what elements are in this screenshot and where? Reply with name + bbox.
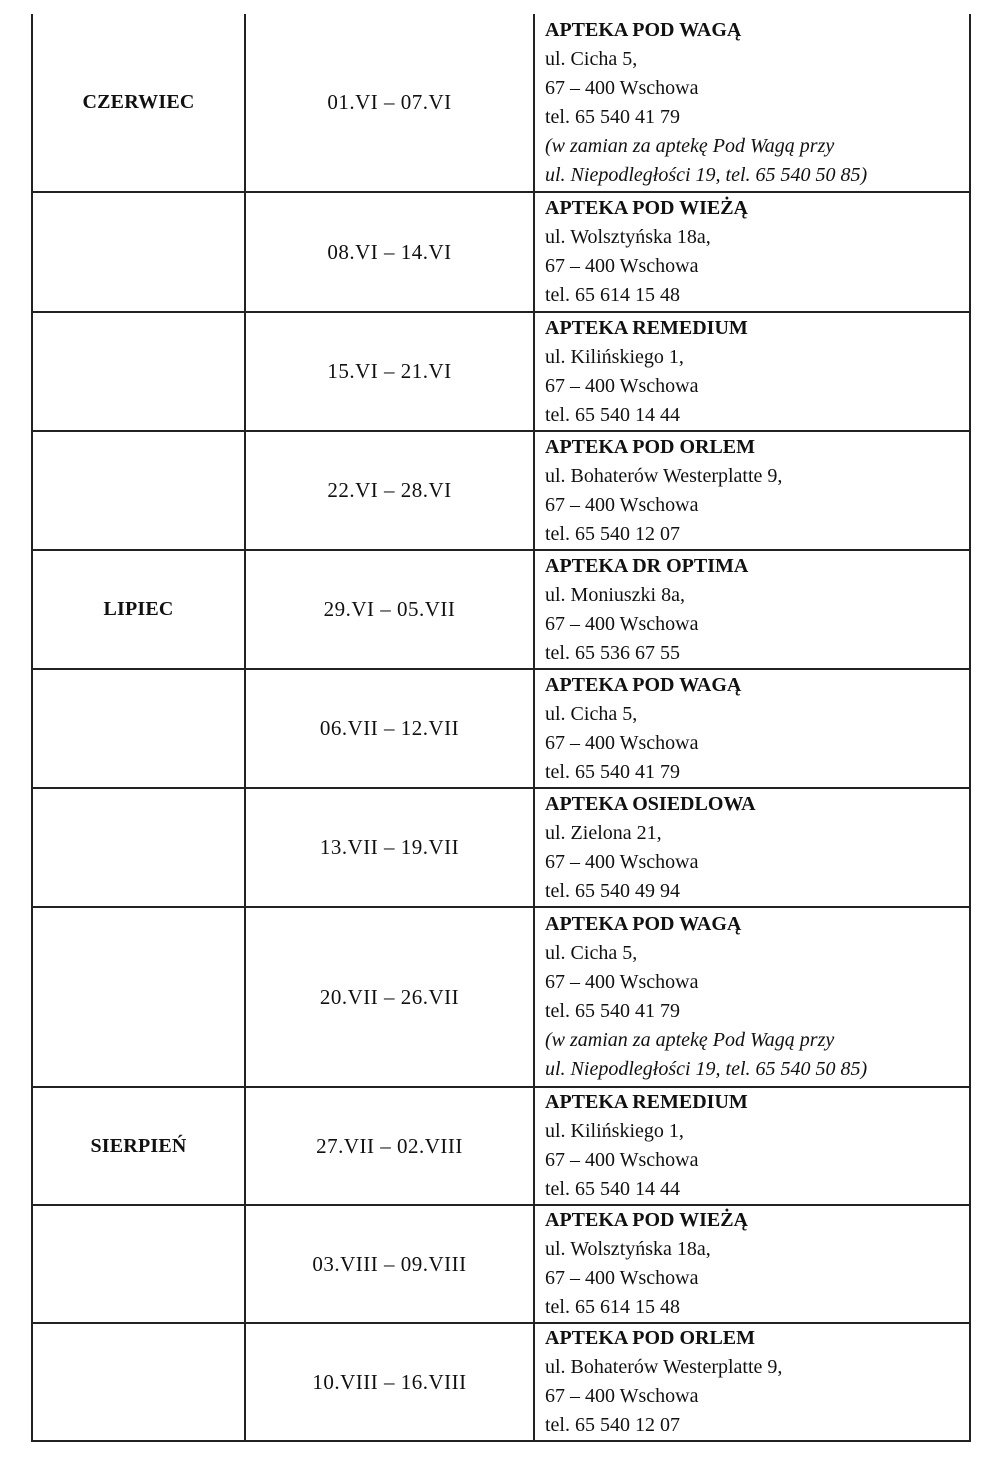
table-row — [32, 550, 970, 669]
pharmacy-city: 67 – 400 Wschowa — [545, 374, 699, 397]
table-row — [32, 1205, 970, 1323]
date-range-cell: 20.VII – 26.VII — [245, 907, 534, 1087]
month-cell — [32, 1205, 245, 1323]
month-cell: LIPIEC — [32, 550, 245, 669]
pharmacy-phone: tel. 65 614 15 48 — [545, 1296, 680, 1318]
pharmacy-name: APTEKA DR OPTIMA — [545, 554, 749, 577]
pharmacy-cell — [534, 788, 970, 907]
pharmacy-phone: tel. 65 540 12 07 — [545, 1414, 680, 1436]
pharmacy-cell — [534, 669, 970, 788]
pharmacy-cell — [534, 312, 970, 431]
pharmacy-city: 67 – 400 Wschowa — [545, 76, 699, 99]
pharmacy-cell — [534, 14, 970, 192]
pharmacy-cell — [534, 907, 970, 1087]
pharmacy-street: ul. Cicha 5, — [545, 942, 638, 964]
pharmacy-cell — [534, 1205, 970, 1323]
pharmacy-phone: tel. 65 540 49 94 — [545, 879, 680, 902]
pharmacy-street: ul. Cicha 5, — [545, 47, 638, 70]
table-row — [32, 431, 970, 550]
pharmacy-note: ul. Niepodległości 19, tel. 65 540 50 85) — [545, 163, 868, 186]
table-row — [32, 14, 970, 192]
pharmacy-cell — [534, 1323, 970, 1441]
month-cell — [32, 1323, 245, 1441]
table-row — [32, 192, 970, 312]
pharmacy-duty-table — [31, 14, 971, 1442]
month-cell — [32, 431, 245, 550]
pharmacy-city: 67 – 400 Wschowa — [545, 850, 699, 873]
month-cell: CZERWIEC — [32, 14, 245, 192]
pharmacy-city: 67 – 400 Wschowa — [545, 1267, 699, 1289]
pharmacy-name: APTEKA POD WAGĄ — [545, 18, 742, 41]
pharmacy-phone: tel. 65 540 14 44 — [545, 403, 680, 426]
pharmacy-name: APTEKA OSIEDLOWA — [545, 792, 756, 815]
pharmacy-note: (w zamian za aptekę Pod Wagą przy — [545, 1029, 835, 1051]
month-cell: SIERPIEŃ — [32, 1087, 245, 1205]
table-row — [32, 1323, 970, 1441]
pharmacy-street: ul. Cicha 5, — [545, 702, 638, 725]
pharmacy-street: ul. Zielona 21, — [545, 821, 662, 844]
pharmacy-phone: tel. 65 540 12 07 — [545, 522, 680, 545]
month-cell — [32, 788, 245, 907]
table-row — [32, 1087, 970, 1205]
pharmacy-phone: tel. 65 540 41 79 — [545, 105, 680, 128]
date-range-cell: 01.VI – 07.VI — [245, 14, 534, 192]
pharmacy-street: ul. Wolsztyńska 18a, — [545, 226, 711, 248]
month-cell — [32, 669, 245, 788]
pharmacy-city: 67 – 400 Wschowa — [545, 971, 699, 993]
month-cell — [32, 907, 245, 1087]
pharmacy-phone: tel. 65 614 15 48 — [545, 284, 680, 306]
pharmacy-city: 67 – 400 Wschowa — [545, 1385, 699, 1407]
table-row — [32, 312, 970, 431]
pharmacy-cell — [534, 550, 970, 669]
date-range-cell: 15.VI – 21.VI — [245, 312, 534, 431]
date-range-cell: 06.VII – 12.VII — [245, 669, 534, 788]
table-row — [32, 669, 970, 788]
pharmacy-cell — [534, 431, 970, 550]
pharmacy-street: ul. Bohaterów Westerplatte 9, — [545, 1356, 783, 1378]
pharmacy-name: APTEKA REMEDIUM — [545, 316, 748, 339]
date-range-cell: 29.VI – 05.VII — [245, 550, 534, 669]
table-row — [32, 907, 970, 1087]
pharmacy-street: ul. Moniuszki 8a, — [545, 583, 685, 606]
pharmacy-cell — [534, 1087, 970, 1205]
pharmacy-name: APTEKA POD WAGĄ — [545, 673, 742, 696]
date-range-cell: 10.VIII – 16.VIII — [245, 1323, 534, 1441]
pharmacy-street: ul. Kilińskiego 1, — [545, 345, 684, 368]
pharmacy-phone: tel. 65 540 41 79 — [545, 760, 680, 783]
month-cell — [32, 192, 245, 312]
pharmacy-name: APTEKA POD WIEŻĄ — [545, 1209, 748, 1231]
date-range-cell: 22.VI – 28.VI — [245, 431, 534, 550]
date-range-cell: 27.VII – 02.VIII — [245, 1087, 534, 1205]
date-range-cell: 08.VI – 14.VI — [245, 192, 534, 312]
pharmacy-street: ul. Wolsztyńska 18a, — [545, 1238, 711, 1260]
pharmacy-name: APTEKA REMEDIUM — [545, 1091, 748, 1113]
pharmacy-name: APTEKA POD WAGĄ — [545, 913, 742, 935]
table-row — [32, 788, 970, 907]
pharmacy-name: APTEKA POD ORLEM — [545, 1327, 756, 1349]
pharmacy-name: APTEKA POD ORLEM — [545, 435, 756, 458]
pharmacy-note: (w zamian za aptekę Pod Wagą przy — [545, 134, 835, 157]
pharmacy-name: APTEKA POD WIEŻĄ — [545, 197, 748, 219]
date-range-cell: 03.VIII – 09.VIII — [245, 1205, 534, 1323]
pharmacy-street: ul. Kilińskiego 1, — [545, 1120, 684, 1142]
date-range-cell: 13.VII – 19.VII — [245, 788, 534, 907]
pharmacy-city: 67 – 400 Wschowa — [545, 1149, 699, 1171]
pharmacy-cell — [534, 192, 970, 312]
pharmacy-phone: tel. 65 536 67 55 — [545, 641, 680, 664]
pharmacy-phone: tel. 65 540 41 79 — [545, 1000, 680, 1022]
pharmacy-street: ul. Bohaterów Westerplatte 9, — [545, 464, 783, 487]
pharmacy-city: 67 – 400 Wschowa — [545, 731, 699, 754]
pharmacy-note: ul. Niepodległości 19, tel. 65 540 50 85) — [545, 1058, 868, 1080]
month-cell — [32, 312, 245, 431]
pharmacy-city: 67 – 400 Wschowa — [545, 255, 699, 277]
pharmacy-city: 67 – 400 Wschowa — [545, 493, 699, 516]
pharmacy-phone: tel. 65 540 14 44 — [545, 1178, 680, 1200]
pharmacy-city: 67 – 400 Wschowa — [545, 612, 699, 635]
